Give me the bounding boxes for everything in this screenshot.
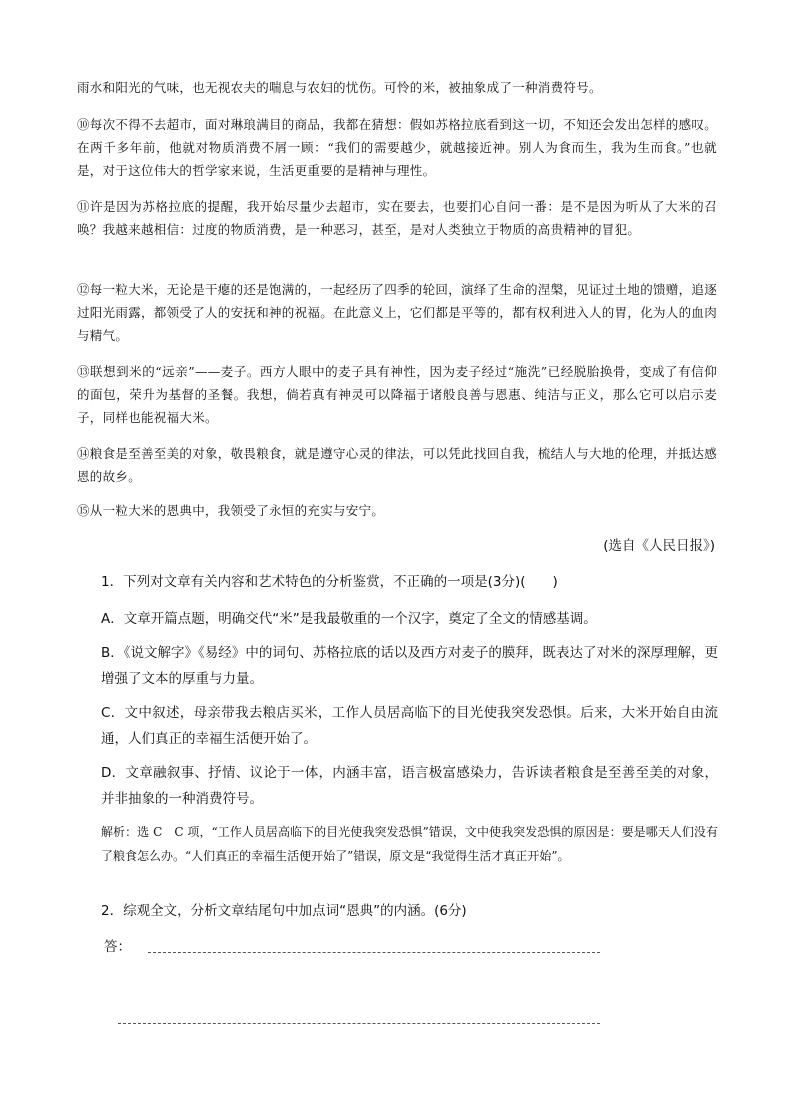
article-paragraph-10: ⑩每次不得不去超市，面对琳琅满目的商品，我都在猜想：假如苏格拉底看到这一切，不知还会发出怎样的感叹。在两千多年前，他就对物质消费不屑一顾：“我们的需要越少，就越接近神。别人为食而生，我为生而食。”也就是，对于这位伟大的哲学家来说，生活更重要的是精神与理性。	[77, 117, 718, 178]
article-paragraph-13: ⑬联想到米的“远亲”——麦子。西方人眼中的麦子具有神性，因为麦子经过“施洗”已经脱胎换骨，变成了有信仰的面包，荣升为基督的圣餐。我想，倘若真有神灵可以降福于诸般良善与恩惠、纯洁与正义，那么它可以启示麦子，同样也能祝福大米。	[77, 364, 717, 425]
answer-line-1[interactable]	[148, 952, 600, 953]
article-paragraph-14: ⑭粮食是至善至美的对象，敬畏粮食，就是遵守心灵的律法，可以凭此找回自我，梳结人与大地的伦理，并抵达感恩的故乡。	[77, 446, 718, 484]
article-paragraph-15: ⑮从一粒大米的恩典中，我领受了永恒的充实与安宁。	[77, 503, 385, 518]
article-paragraph-12: ⑫每一粒大米，无论是干瘪的还是饱满的，一起经历了四季的轮回，演绎了生命的涅槃，见证过土地的馈赠，追逐过阳光雨露，都领受了人的安抚和神的祝福。在此意义上，它们都是平等的，都有权利进入人的胃，化为人的血肉与精气。	[77, 282, 718, 343]
answer-line-2[interactable]	[118, 1023, 600, 1024]
question-1-option-b: B．《说文解字》《易经》中的词句、苏格拉底的话以及西方对麦子的膜拜，既表达了对米的深厚理解，更增强了文本的厚重与力量。	[101, 645, 718, 687]
question-2-stem: 2．综观全文，分析文章结尾句中加点词“恩典”的内涵。(6分)	[101, 903, 467, 919]
question-1-analysis: 解析：选 C C 项，“工作人员居高临下的目光使我突发恐惧”错误，文中使我突发恐惧的原因是：要是哪天人们没有了粮食怎么办。“人们真正的幸福生活便开始了”错误，原文是“我觉得生活才真正开始”。	[101, 825, 718, 863]
question-1-option-a: A．文章开篇点题，明确交代“米”是我最敬重的一个汉字，奠定了全文的情感基调。	[101, 611, 597, 627]
answer-label: 答：	[104, 939, 131, 955]
question-1-stem: 1．下列对文章有关内容和艺术特色的分析鉴赏，不正确的一项是(3分)( )	[101, 574, 558, 590]
question-1-option-c: C．文中叙述，母亲带我去粮店买米，工作人员居高临下的目光使我突发恐惧。后来，大米开始自由流通，人们真正的幸福生活便开始了。	[101, 705, 718, 747]
article-paragraph-continued: 雨水和阳光的气味，也无视农夫的喘息与农妇的忧伤。可怜的米，被抽象成了一种消费符号。	[77, 80, 602, 95]
article-paragraph-11: ⑪许是因为苏格拉底的提醒，我开始尽量少去超市，实在要去，也要扪心自问一番：是不是因为听从了大米的召唤？我越来越相信：过度的物质消费，是一种恶习，甚至，是对人类独立于物质的高贵精神的冒犯。	[77, 199, 717, 237]
article-source: (选自《人民日报》)	[603, 538, 715, 554]
question-1-option-d: D．文章融叙事、抒情、议论于一体，内涵丰富，语言极富感染力，告诉读者粮食是至善至美的对象，并非抽象的一种消费符号。	[101, 765, 718, 807]
